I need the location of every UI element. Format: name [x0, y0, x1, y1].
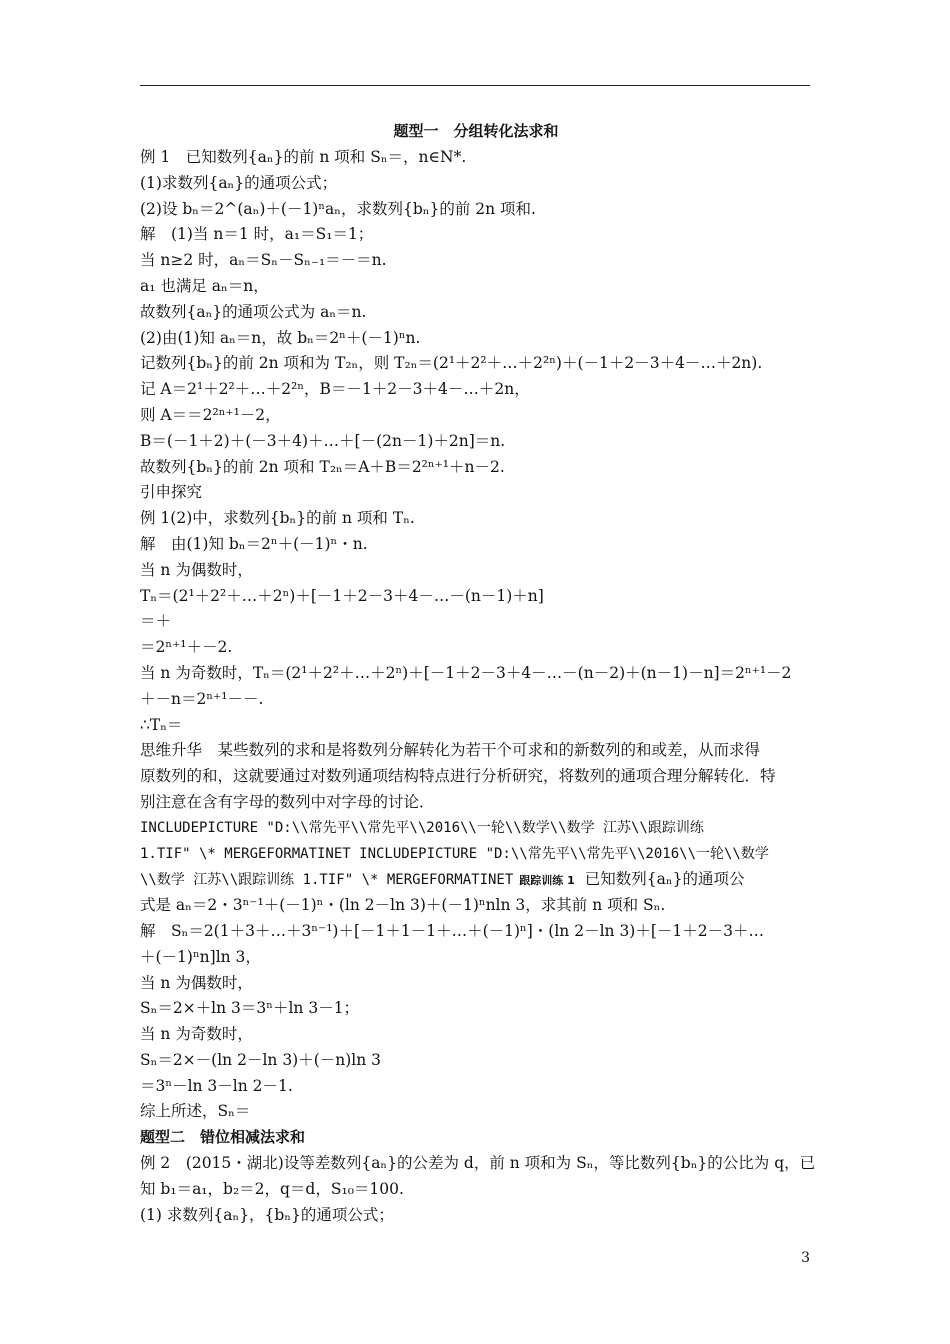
include-picture-block: [140, 816, 812, 868]
text-line: 则 A＝＝2²ⁿ⁺¹－2，: [140, 405, 281, 424]
text-line: 例 1(2)中，求数列{bₙ}的前 n 项和 Tₙ.: [140, 509, 415, 528]
text-line: 解 (1)当 n＝1 时，a₁＝S₁＝1；: [140, 225, 374, 244]
training-badge: 跟踪训练 1: [519, 874, 575, 888]
text-line: ＋(－1)ⁿn]ln 3，: [140, 947, 261, 966]
text-line: B＝(－1＋2)＋(－3＋4)＋…＋[－(2n－1)＋2n]＝n.: [140, 431, 506, 450]
include-line: INCLUDEPICTURE "D:\\常先平\\常先平\\2016\\一轮\\数学\\数学 江苏\\跟踪训练: [140, 819, 704, 836]
text-line: 例 2 (2015・湖北)设等差数列{aₙ}的公差为 d，前 n 项和为 Sₙ，等比数列{bₙ}的公比为 q，已: [140, 1154, 816, 1173]
text-line: 当 n 为偶数时，: [140, 560, 253, 579]
text-line: Tₙ＝(2¹＋2²＋…＋2ⁿ)＋[－1＋2－3＋4－…－(n－1)＋n]: [140, 586, 544, 605]
text-line: 原数列的和，这就要通过对数列通项结构特点进行分析研究，将数列的通项合理分解转化．特: [140, 767, 776, 786]
text-line: 引申探究: [140, 483, 203, 502]
training-solution-block: [140, 893, 812, 1125]
text-line: Sₙ＝2×＋ln 3＝3ⁿ＋ln 3－1；: [140, 999, 360, 1018]
text-line: Sₙ＝2×－(ln 2－ln 3)＋(－n)ln 3: [140, 1050, 382, 1069]
text-line: 当 n 为偶数时，: [140, 973, 253, 992]
example-2-block: [140, 1151, 816, 1228]
header-rule: [140, 85, 810, 86]
training-text: 已知数列{aₙ}的通项公: [584, 870, 745, 889]
text-line: 故数列{aₙ}的通项公式为 aₙ＝n.: [140, 302, 367, 321]
include-line: 1.TIF" \* MERGEFORMATINET INCLUDEPICTURE "D:\\常先平\\常先平\\2016\\一轮\\数学: [140, 845, 769, 862]
text-line: ∴Tₙ＝: [140, 715, 183, 734]
text-line: 当 n 为奇数时，: [140, 1025, 253, 1044]
text-line: 记数列{bₙ}的前 2n 项和为 T₂ₙ，则 T₂ₙ＝(2¹＋2²＋…＋2²ⁿ)＋(－1＋2－3＋4－…＋2n).: [140, 354, 763, 373]
example-1-block: [140, 145, 812, 816]
text-line: 记 A＝2¹＋2²＋…＋2²ⁿ，B＝－1＋2－3＋4－…＋2n，: [140, 380, 530, 399]
text-line: (1)求数列{aₙ}的通项公式；: [140, 173, 338, 192]
text-line: 综上所述，Sₙ＝: [140, 1102, 251, 1121]
text-line: ＝2ⁿ⁺¹＋－2.: [140, 638, 233, 657]
text-line: (2)设 bₙ＝2^(aₙ)＋(－1)ⁿaₙ，求数列{bₙ}的前 2n 项和.: [140, 199, 536, 218]
text-line: 式是 aₙ＝2・3ⁿ⁻¹＋(－1)ⁿ・(ln 2－ln 3)＋(－1)ⁿnln 3，求其前 n 项和 Sₙ.: [140, 896, 666, 915]
text-line: ＝3ⁿ－ln 3－ln 2－1.: [140, 1076, 293, 1095]
include-tail: \\数学 江苏\\跟踪训练 1.TIF" \* MERGEFORMATINET: [140, 872, 514, 889]
section-title-2: 题型二 错位相减法求和: [140, 1128, 306, 1147]
text-line: 解 由(1)知 bₙ＝2ⁿ＋(－1)ⁿ・n.: [140, 534, 368, 553]
text-line: 别注意在含有字母的数列中对字母的讨论．: [140, 792, 435, 811]
text-line: 当 n≥2 时，aₙ＝Sₙ－Sₙ₋₁＝－＝n.: [140, 251, 387, 270]
text-line: (2)由(1)知 aₙ＝n，故 bₙ＝2ⁿ＋(－1)ⁿn.: [140, 328, 421, 347]
text-line: 例 1 已知数列{aₙ}的前 n 项和 Sₙ＝，n∈N*.: [140, 148, 467, 166]
text-line: 思维升华 某些数列的求和是将数列分解转化为若干个可求和的新数列的和或差，从而求得: [140, 741, 761, 760]
section-title-1: 题型一 分组转化法求和: [393, 122, 559, 140]
text-line: ＋－n＝2ⁿ⁺¹－－.: [140, 689, 264, 708]
text-line: 当 n 为奇数时，Tₙ＝(2¹＋2²＋…＋2ⁿ)＋[－1＋2－3＋4－…－(n－2)＋(n－1)－n]＝2ⁿ⁺¹－2: [140, 663, 792, 682]
text-line: 解 Sₙ＝2(1＋3＋…＋3ⁿ⁻¹)＋[－1＋1－1＋…＋(－1)ⁿ]・(ln 2－ln 3)＋[－1＋2－3＋…: [140, 921, 764, 940]
text-line: ＝＋: [140, 612, 172, 631]
text-line: 故数列{bₙ}的前 2n 项和 T₂ₙ＝A＋B＝2²ⁿ⁺¹＋n－2.: [140, 457, 505, 476]
text-line: (1) 求数列{aₙ}，{bₙ}的通项公式；: [140, 1205, 394, 1224]
training-line: [140, 867, 812, 893]
text-line: 知 b₁＝a₁，b₂＝2，q＝d，S₁₀＝100.: [140, 1179, 404, 1198]
text-line: a₁ 也满足 aₙ＝n，: [140, 276, 269, 295]
document-body: [140, 118, 816, 1228]
page-number: 3: [801, 1250, 810, 1266]
